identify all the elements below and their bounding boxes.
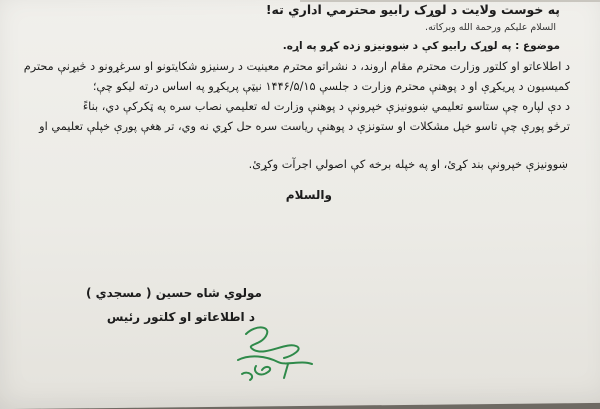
signer-name: مولوي شاه حسين ( مسجدي ) xyxy=(85,286,262,300)
signer-title: د اطلاعاتو او کلتور رئيس xyxy=(106,310,255,324)
paragraph-2-line: ښوونيزې خپرونې بند کړئ، او په خپله برخه کې اصولي اجرآت وکړئ. xyxy=(248,158,568,171)
closing-salutation: والسلام xyxy=(285,188,332,202)
paragraph-2-line: ترڅو پورې چې تاسو خپل مشکلات او ستونزې د پوهنې رياست سره حل کړي نه وي، تر هغې پورې خپلې تعليمي او xyxy=(39,120,570,133)
handwritten-signature-icon xyxy=(226,320,336,382)
greeting: السلام علیکم ورحمة الله وبرکاته. xyxy=(425,22,556,33)
recipient-address: په خوست ولايت د لوړک رابیو محترمي اداري ته! xyxy=(265,2,560,17)
paragraph-1-line: کميسيون د پريکړې او د پوهنې محترم وزارت د جلسې ۱۴۴۶/۵/۱۵ نیټې پريکړو په اساس درته ليکو چې؛ xyxy=(92,80,570,93)
subject-line: موضوع : په لوړک رابیو کې د ښوونيزو زده کړو په اړه. xyxy=(282,40,560,52)
paragraph-2-line: د دې لپاره چې ستاسو تعليمي ښوونيزې خپرونې د پوهنې وزارت له تعليمي نصاب سره په ټکرکې دي، بناءً xyxy=(82,100,570,113)
paragraph-1-line: د اطلاعاتو او کلتور وزارت محترم مقام اروند، د نشراتو محترم معينيت د رسنيزو شکايتونو او سرغړونو د څيړنې محترم xyxy=(23,60,570,73)
